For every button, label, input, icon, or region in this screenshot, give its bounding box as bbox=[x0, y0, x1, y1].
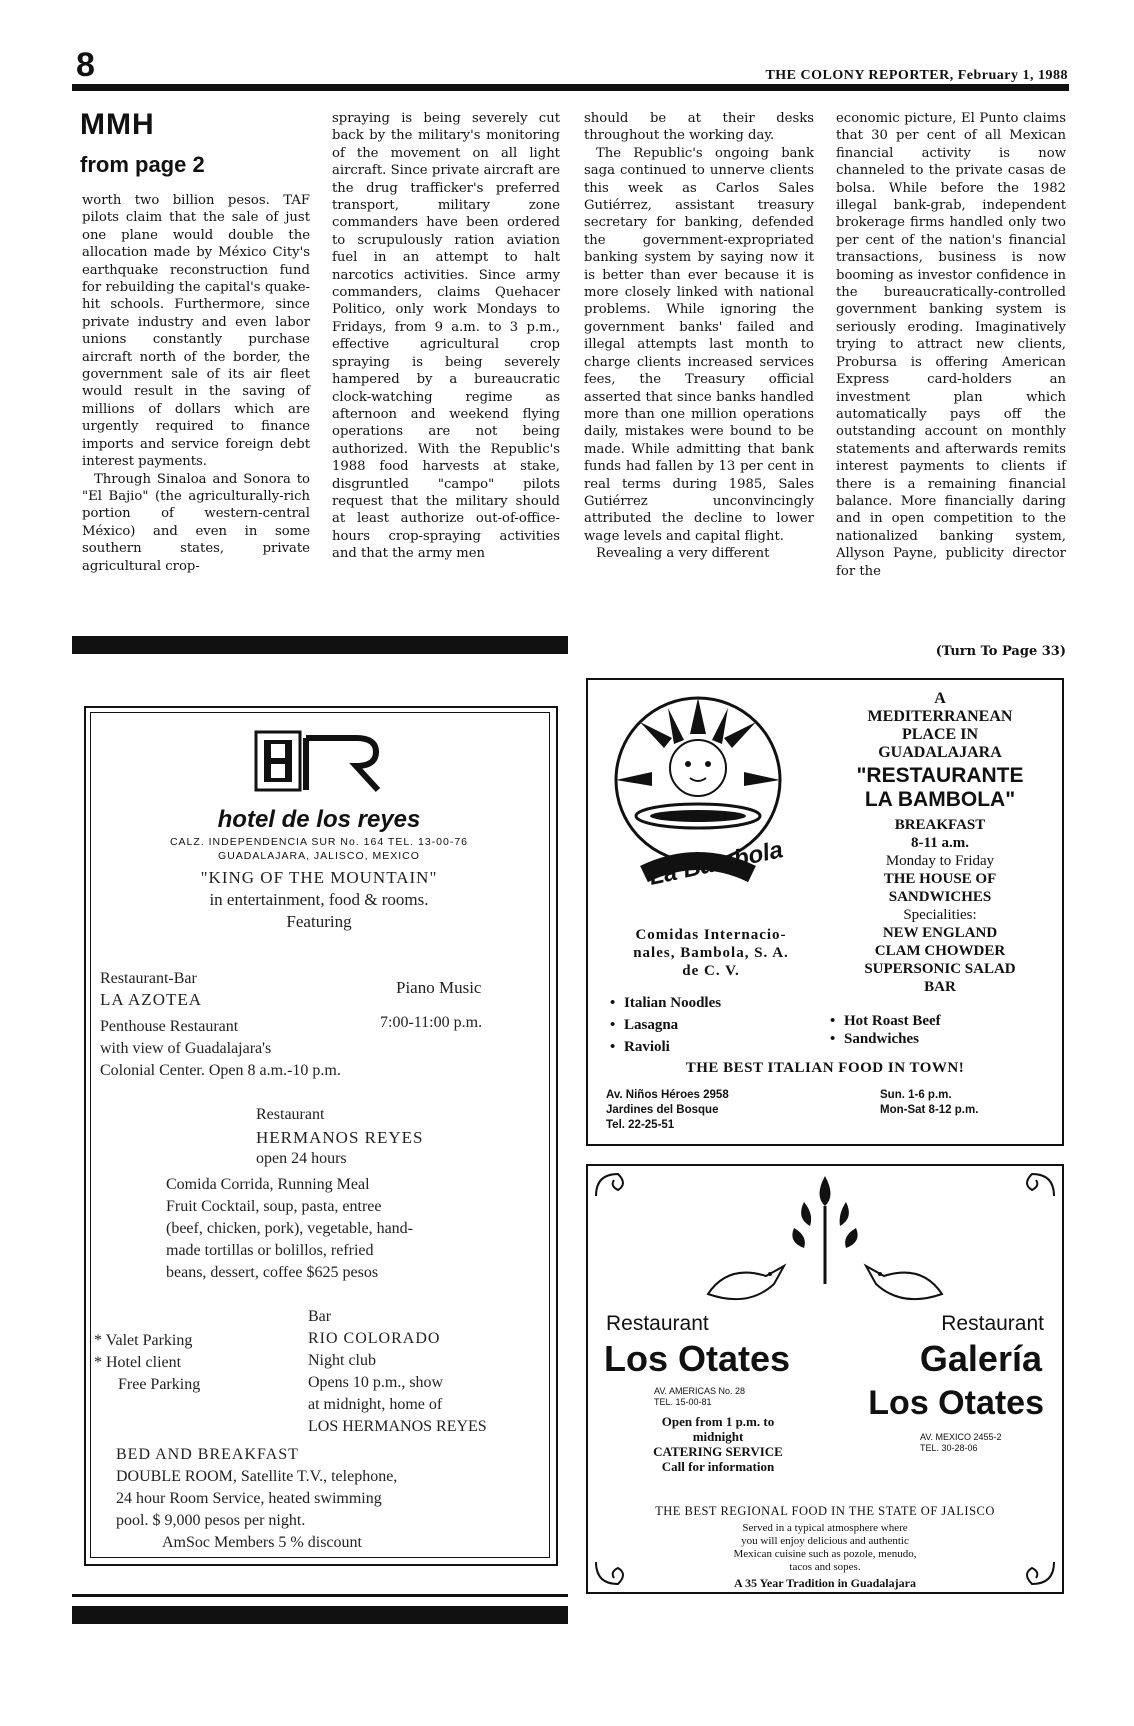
hotel-tagline-2: in entertainment, food & rooms. bbox=[209, 890, 429, 909]
bb-line: 24 hour Room Service, heated swimming bbox=[116, 1490, 382, 1507]
piano-music: Piano Music bbox=[396, 978, 482, 997]
comidas-line: nales, Bambola, S. A. bbox=[633, 945, 789, 961]
bambola-name bbox=[824, 764, 1056, 812]
menu-item: • Lasagna bbox=[608, 1014, 721, 1036]
bambola-menu-list bbox=[608, 992, 721, 1058]
address-line: AV. MEXICO 2455-2 bbox=[920, 1432, 1002, 1442]
address-line: Av. Niños Héroes 2958 bbox=[606, 1089, 729, 1101]
otates-right-name-2: Los Otates bbox=[868, 1384, 1044, 1422]
paragraph: spraying is being severely cut back by the military's monitoring of the movement on all light aircraft. Since private aircraft are the drug trafficker's preferred transport, military zone commanders have been ordered to scrupulously ration aviation fuel in an attempt to halt narcotics activities. Since army commanders, claims Quehacer Politico, only work Mondays to Fridays, from 9 a.m. to 3 p.m., effective agricultural crop spraying is being severely hampered by a bureaucratic clock-watching regime as afternoon and weekend flying operations are not being authorized. With the Republic's 1988 food harvests at stake, disgruntled "campo" pilots request that the military should at least authorize out-of-office-hours crop-spraying activities and that the army men bbox=[332, 111, 560, 562]
valet-parking: * Valet Parking bbox=[94, 1332, 193, 1349]
menu-item: • Italian Noodles bbox=[608, 992, 721, 1014]
otates-left-label: Restaurant bbox=[606, 1312, 709, 1335]
otates-tradition: A 35 Year Tradition in Guadalajara bbox=[734, 1576, 916, 1590]
penthouse-line-3: Colonial Center. Open 8 a.m.-10 p.m. bbox=[100, 1062, 341, 1079]
days: Monday to Friday bbox=[885, 853, 995, 869]
hotel-featuring: Featuring bbox=[286, 912, 352, 931]
article-subhead: from page 2 bbox=[80, 152, 205, 177]
article-column-4 bbox=[836, 110, 1066, 580]
house-line: THE HOUSE OF bbox=[883, 871, 997, 887]
menu-line: (beef, chicken, pork), vegetable, hand- bbox=[166, 1220, 413, 1237]
club-line: Night club bbox=[308, 1352, 376, 1369]
address-line: TEL. 30-28-06 bbox=[920, 1443, 978, 1453]
bambola-best: THE BEST ITALIAN FOOD IN TOWN! bbox=[685, 1060, 965, 1076]
address-line: Tel. 22-25-51 bbox=[606, 1119, 675, 1131]
comidas-line: de C. V. bbox=[682, 963, 740, 979]
bambola-line: MEDITERRANEAN bbox=[867, 708, 1013, 725]
bambola-headline bbox=[824, 690, 1056, 762]
penthouse-line-1: Penthouse Restaurant bbox=[100, 1018, 239, 1035]
club-line: Opens 10 p.m., show bbox=[308, 1374, 444, 1391]
section-bar bbox=[72, 1606, 568, 1624]
menu-item-cont: • Sandwiches bbox=[828, 1030, 941, 1048]
comidas-block bbox=[606, 926, 816, 980]
hotel-name: hotel de los reyes bbox=[217, 806, 421, 833]
paragraph: The Republic's ongoing bank saga continued to unnerve clients this week as Carlos Sales Gutiérrez, assistant treasury secretary for banking, defended the government-expropriated banking system by saying now it is better than ever because it is more closely linked with national problems. While ignoring the government banks' failed and illegal attempts last month to charge clients increased services fees, the Treasury official asserted that since banks handled more than one million operations daily, mistakes were bound to be made. While admitting that bank funds had fallen by 13 per cent in real terms during 1985, Sales Gutiérrez unconvincingly attributed the decline to lower wage levels and capital flight. bbox=[584, 145, 814, 544]
penthouse-line-2: with view of Guadalajara's bbox=[100, 1040, 272, 1057]
otates-best: THE BEST REGIONAL FOOD IN THE STATE OF JALISCO bbox=[655, 1504, 995, 1518]
hotel-address-2: GUADALAJARA, JALISCO, MEXICO bbox=[218, 850, 420, 862]
speciality: BAR bbox=[924, 979, 956, 995]
comidas-line: Comidas Internacio- bbox=[635, 927, 787, 943]
bar-name: LA AZOTEA bbox=[100, 990, 203, 1009]
bambola-line: A bbox=[934, 690, 946, 707]
restaurant-label: Restaurant bbox=[256, 1106, 325, 1123]
restaurant-name: HERMANOS REYES bbox=[256, 1128, 424, 1147]
bb-line: pool. $ 9,000 pesos per night. bbox=[116, 1512, 306, 1529]
address-line: TEL. 15-00-81 bbox=[654, 1397, 712, 1407]
hotel-ad bbox=[84, 706, 558, 1566]
speciality: NEW ENGLAND bbox=[882, 925, 998, 941]
otates-description bbox=[588, 1522, 1062, 1574]
catering-line: CATERING SERVICE bbox=[653, 1444, 783, 1459]
bambola-line: PLACE IN bbox=[901, 726, 978, 743]
bb-line: DOUBLE ROOM, Satellite T.V., telephone, bbox=[116, 1468, 398, 1485]
bar-label: Restaurant-Bar bbox=[100, 970, 197, 987]
free-parking: Free Parking bbox=[118, 1376, 201, 1393]
bed-breakfast-block bbox=[116, 1444, 397, 1554]
club-line: LOS HERMANOS REYES bbox=[308, 1418, 487, 1435]
bambola-doll-logo bbox=[598, 688, 818, 924]
bambola-name-line: LA BAMBOLA" bbox=[864, 788, 1016, 811]
header-rule bbox=[72, 84, 1069, 91]
section-bar bbox=[72, 636, 568, 654]
menu-line: beans, dessert, coffee $625 pesos bbox=[166, 1264, 379, 1281]
article-column-3 bbox=[584, 110, 814, 563]
paragraph: Revealing a very different bbox=[596, 546, 770, 562]
continued-line: (Turn To Page 33) bbox=[935, 644, 1066, 659]
bar2-label: Bar bbox=[308, 1308, 332, 1325]
desc-line: Mexican cuisine such as pozole, menudo, bbox=[733, 1548, 917, 1560]
otates-hours-block bbox=[618, 1414, 818, 1474]
hotel-client: * Hotel client bbox=[94, 1354, 182, 1371]
hotel-logo bbox=[254, 730, 384, 794]
call-line: Call for information bbox=[661, 1459, 775, 1474]
restaurant-open: open 24 hours bbox=[256, 1150, 347, 1167]
bambola-hours bbox=[880, 1088, 978, 1118]
otates-right-address bbox=[920, 1432, 1002, 1454]
paragraph: Through Sinaloa and Sonora to "El Bajio" (the agriculturally-rich portion of western-central México) and even in some southern states, private agricultural crop- bbox=[82, 471, 310, 574]
bambola-line: GUADALAJARA bbox=[878, 744, 1002, 761]
otates-left-address bbox=[654, 1386, 745, 1408]
parking-block bbox=[94, 1330, 200, 1396]
bar2-name: RIO COLORADO bbox=[308, 1330, 441, 1347]
hotel-tagline-1: "KING OF THE MOUNTAIN" bbox=[200, 868, 438, 887]
otates-left-name: Los Otates bbox=[604, 1338, 791, 1379]
menu-block bbox=[166, 1174, 413, 1284]
paragraph: should be at their desks throughout the working day. bbox=[584, 111, 814, 144]
paragraph: economic picture, El Punto claims that 30 per cent of all Mexican financial activity is now channeled to the private casas de bolsa. While before the 1982 illegal bank-grab, independent brokerage firms handled only two per cent of the nation's financial transactions, business is now booming as investor confidence in the bureaucratically-controlled government banking system is seriously eroding. Imaginatively trying to attract new clients, Probursa is offering American Express card-holders an investment plan which automatically pays off the outstanding account on monthly statements and afterwards remits interest payments to clients if there is a remaining financial balance. More financially daring and in open competition to the nationalized banking system, Allyson Payne, publicity director for the bbox=[836, 111, 1066, 579]
bb-line: BED AND BREAKFAST bbox=[116, 1446, 299, 1463]
article-column-1 bbox=[82, 192, 310, 575]
piano-hours: 7:00-11:00 p.m. bbox=[380, 1014, 483, 1031]
bambola-logo-text: La Bambola bbox=[646, 836, 786, 891]
breakfast-label: BREAKFAST bbox=[894, 817, 986, 833]
hotel-address-1: CALZ. INDEPENDENCIA SUR No. 164 TEL. 13-00-76 bbox=[169, 836, 469, 848]
menu-line: Comida Corrida, Running Meal bbox=[166, 1176, 370, 1193]
address-line: Jardines del Bosque bbox=[606, 1104, 719, 1116]
otates-right-name-1: Galería bbox=[919, 1338, 1042, 1379]
menu-item: • Hot Roast Beef bbox=[828, 1012, 941, 1030]
menu-line: Fruit Cocktail, soup, pasta, entree bbox=[166, 1198, 382, 1215]
open-line: midnight bbox=[692, 1429, 744, 1444]
speciality: SUPERSONIC SALAD bbox=[864, 961, 1016, 977]
club-line: at midnight, home of bbox=[308, 1396, 443, 1413]
nightclub-block bbox=[308, 1306, 487, 1438]
bambola-address bbox=[606, 1088, 729, 1133]
masthead: THE COLONY REPORTER, February 1, 1988 bbox=[765, 68, 1068, 83]
menu-item: • Ravioli bbox=[608, 1036, 721, 1058]
bambola-info bbox=[824, 816, 1056, 996]
desc-line: tacos and sopes. bbox=[789, 1561, 861, 1573]
section-rule bbox=[72, 1594, 568, 1597]
bambola-name-line: "RESTAURANTE bbox=[856, 764, 1024, 787]
bambola-menu-list-2 bbox=[828, 1012, 941, 1048]
article-headline: MMH bbox=[80, 108, 155, 141]
open-line: Open from 1 p.m. to bbox=[661, 1414, 775, 1429]
desc-line: you will enjoy delicious and authentic bbox=[741, 1535, 909, 1547]
bambola-ad bbox=[586, 678, 1064, 1146]
hours-line: Sun. 1-6 p.m. bbox=[880, 1089, 952, 1101]
paragraph: worth two billion pesos. TAF pilots claim that the sale of just one plane would double the allocation made by México City's earthquake reconstruction fund for rebuilding the capital's quake-hit schools. Furthermore, since private industry and even labor unions constantly purchase aircraft north of the border, the government sale of its air fleet would result in the saving of millions of dollars which are urgently required to finance imports and service foreign debt interest payments. bbox=[82, 193, 310, 470]
otates-right-label: Restaurant bbox=[941, 1312, 1044, 1335]
bb-line: AmSoc Members 5 % discount bbox=[162, 1534, 362, 1551]
house-line: SANDWICHES bbox=[888, 889, 992, 905]
otates-ad bbox=[586, 1164, 1064, 1594]
hours-line: Mon-Sat 8-12 p.m. bbox=[880, 1104, 979, 1116]
speciality: CLAM CHOWDER bbox=[874, 943, 1006, 959]
article-column-2 bbox=[332, 110, 560, 563]
address-line: AV. AMERICAS No. 28 bbox=[654, 1386, 746, 1396]
menu-line: made tortillas or bolillos, refried bbox=[166, 1242, 374, 1259]
desc-line: Served in a typical atmosphere where bbox=[742, 1522, 908, 1534]
page-number: 8 bbox=[76, 46, 95, 84]
breakfast-hours: 8-11 a.m. bbox=[911, 835, 969, 851]
specialities-label: Specialities: bbox=[903, 907, 977, 923]
